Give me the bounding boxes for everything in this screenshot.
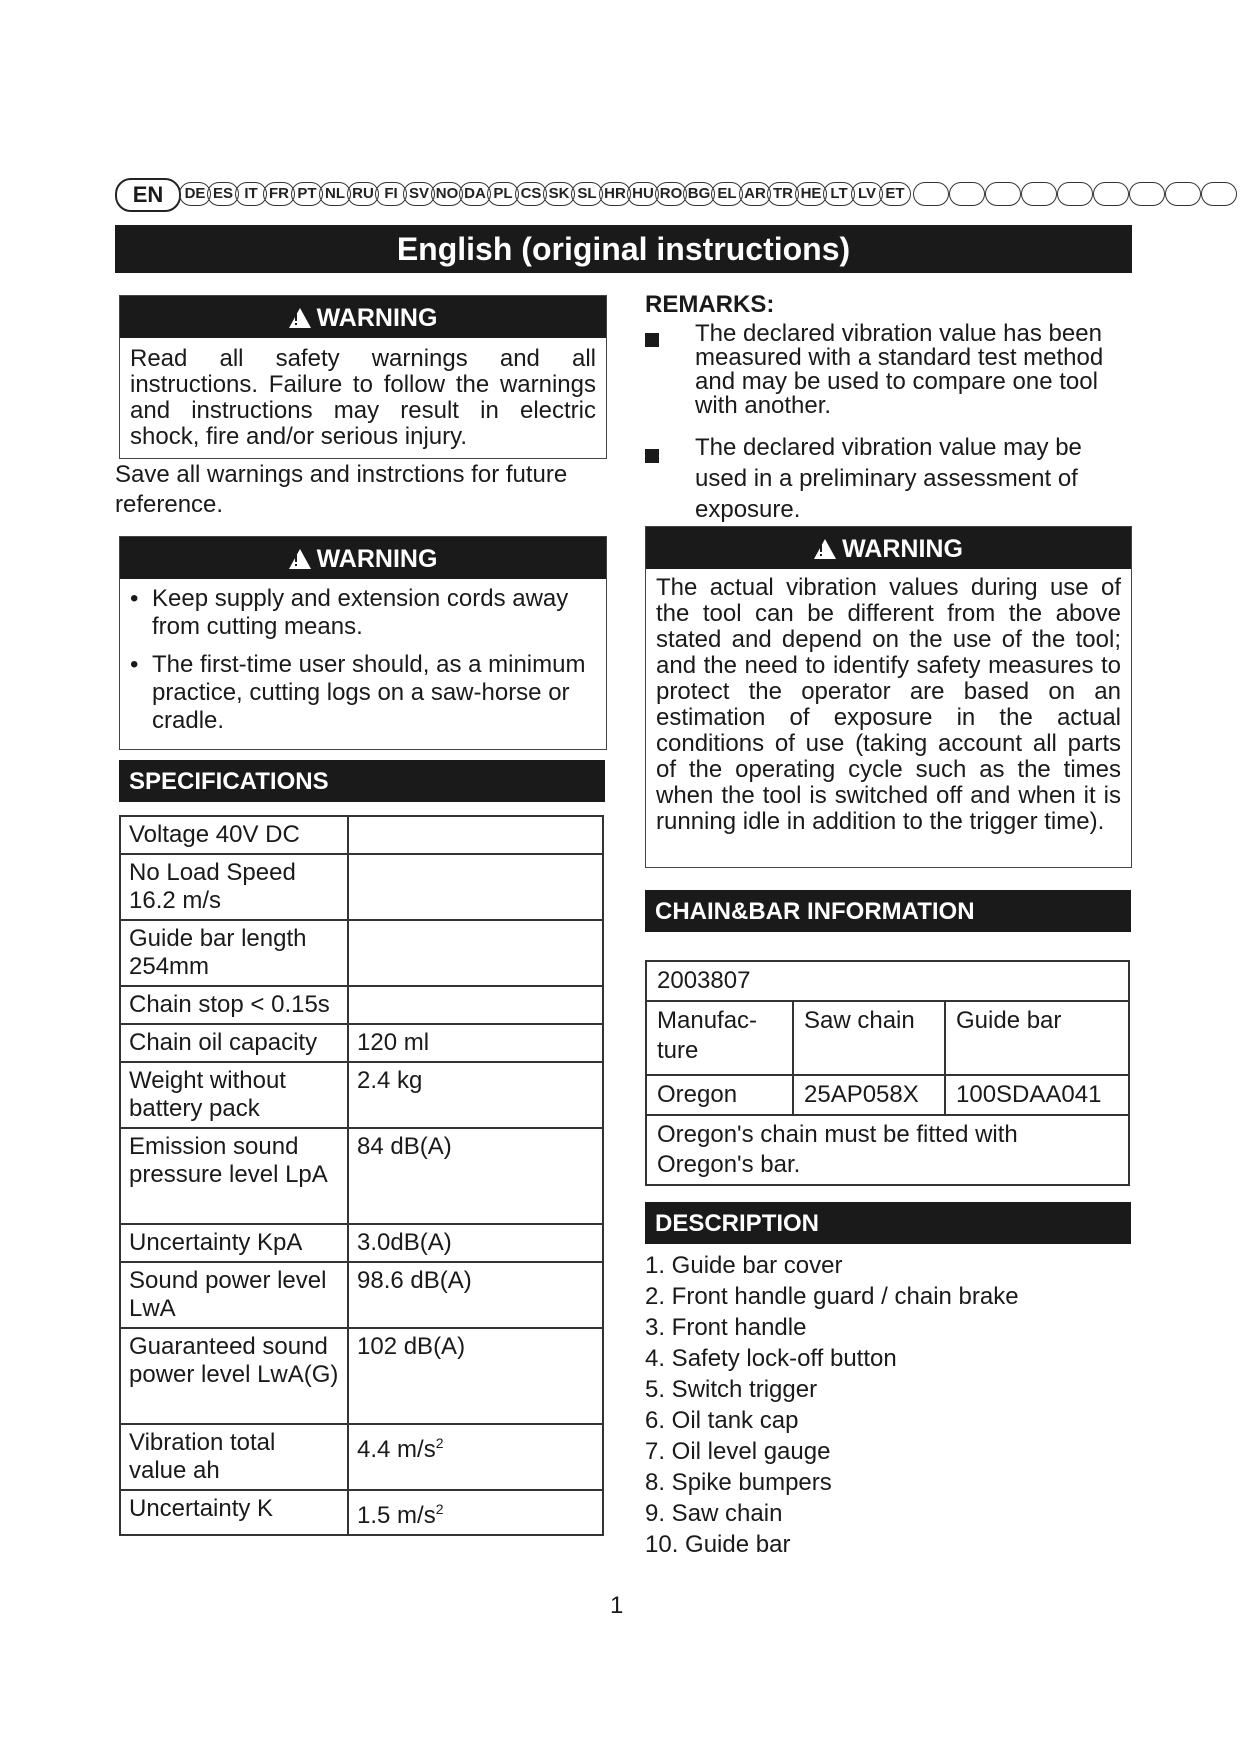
table-row bbox=[120, 920, 603, 986]
square-bullet-icon bbox=[645, 322, 695, 418]
remarks-item-text: The declared vibration value has been measured with a standard test method and may be used to compare one tool with another. bbox=[695, 320, 1104, 419]
spec-value-text: 120 ml bbox=[357, 1029, 430, 1056]
spec-label: Chain stop < 0.15s bbox=[120, 986, 348, 1024]
list-item: 1. Guide bar cover bbox=[645, 1252, 843, 1279]
spec-label: Guide bar length 254mm bbox=[120, 920, 348, 986]
spec-value bbox=[348, 986, 603, 1024]
table-row bbox=[120, 1024, 603, 1062]
spec-label: No Load Speed 16.2 m/s bbox=[120, 854, 348, 920]
spec-value-text: 2.4 kg bbox=[357, 1067, 423, 1094]
list-item: 8. Spike bumpers bbox=[645, 1469, 832, 1496]
table-row bbox=[120, 1062, 603, 1128]
remarks-item bbox=[645, 322, 1135, 418]
table-row bbox=[120, 1224, 603, 1262]
language-tabs bbox=[115, 178, 1130, 210]
spec-value bbox=[348, 1490, 603, 1535]
table-row bbox=[120, 1262, 603, 1328]
warning-list-item bbox=[130, 585, 596, 641]
lang-tab-nl[interactable]: NL bbox=[319, 182, 351, 206]
lang-tab-de[interactable]: DE bbox=[179, 182, 211, 206]
table-row bbox=[120, 1328, 603, 1424]
lang-tab-et[interactable]: ET bbox=[879, 182, 911, 206]
warning-heading: WARNING bbox=[316, 545, 438, 573]
list-item: 3. Front handle bbox=[645, 1314, 807, 1341]
table-row bbox=[120, 816, 603, 854]
lang-tab-en[interactable]: EN bbox=[115, 178, 181, 212]
bullet-icon: • bbox=[130, 651, 139, 678]
warning-box-2 bbox=[119, 536, 607, 750]
list-item: 10. Guide bar bbox=[645, 1531, 791, 1558]
description-list bbox=[645, 1250, 1019, 1560]
spec-value bbox=[348, 1062, 603, 1128]
spec-label: Voltage 40V DC bbox=[120, 816, 348, 854]
warning-heading: WARNING bbox=[842, 535, 963, 563]
lang-tab-hu[interactable]: HU bbox=[627, 182, 659, 206]
lang-tab-empty bbox=[1129, 182, 1165, 206]
warning-list-2 bbox=[120, 579, 606, 735]
lang-tab-it[interactable]: IT bbox=[235, 182, 267, 206]
lang-tab-ru[interactable]: RU bbox=[347, 182, 379, 206]
spec-label: Weight without battery pack bbox=[120, 1062, 348, 1128]
warning-triangle-icon bbox=[814, 539, 836, 559]
description-heading: DESCRIPTION bbox=[645, 1202, 1131, 1244]
header-cell: Manufac- ture bbox=[646, 1001, 793, 1075]
warning-triangle-icon bbox=[289, 308, 311, 328]
list-item: 4. Safety lock-off button bbox=[645, 1345, 897, 1372]
lang-tab-empty bbox=[1165, 182, 1201, 206]
table-row bbox=[646, 1075, 1129, 1115]
remarks-list bbox=[645, 322, 1135, 525]
lang-tab-da[interactable]: DA bbox=[459, 182, 491, 206]
warning-item-text: The first-time user should, as a minimum practice, cutting logs on a saw-horse or cradle. bbox=[152, 651, 586, 734]
warning-box-1 bbox=[119, 295, 607, 459]
lang-tab-he[interactable]: HE bbox=[795, 182, 827, 206]
table-row bbox=[120, 986, 603, 1024]
table-row bbox=[120, 1424, 603, 1490]
list-item: 7. Oil level gauge bbox=[645, 1438, 831, 1465]
spec-label: Chain oil capacity bbox=[120, 1024, 348, 1062]
lang-tab-ar[interactable]: AR bbox=[739, 182, 771, 206]
lang-tab-empty bbox=[913, 182, 949, 206]
data-cell: 25AP058X bbox=[793, 1075, 945, 1115]
lang-tab-lv[interactable]: LV bbox=[851, 182, 883, 206]
lang-tab-lt[interactable]: LT bbox=[823, 182, 855, 206]
spec-label: Uncertainty K bbox=[120, 1490, 348, 1535]
warning-item-text: Keep supply and extension cords away from cutting means. bbox=[152, 585, 569, 640]
spec-value-text: 1.5 m/s bbox=[357, 1502, 436, 1529]
spec-value bbox=[348, 1328, 603, 1424]
lang-tab-empty bbox=[949, 182, 985, 206]
lang-tab-sk[interactable]: SK bbox=[543, 182, 575, 206]
warning-body-1: Read all safety warnings and all instructions. Failure to follow the warnings and instructions may result in electric shock, fire and/or serious injury. bbox=[130, 345, 596, 450]
spec-value bbox=[348, 1128, 603, 1224]
remarks-heading: REMARKS: bbox=[645, 291, 775, 318]
remarks-item-text: The declared vibration value may be used in a preliminary assessment of exposure. bbox=[695, 434, 1082, 523]
lang-tab-pt[interactable]: PT bbox=[291, 182, 323, 206]
lang-tab-sv[interactable]: SV bbox=[403, 182, 435, 206]
warning-body-3: The actual vibration values during use of the tool can be different from the above stated and depend on the use of the tool; and the need to identify safety measures to protect the operator are based on an estimation of exposure in the actual conditions of use (taking account all parts of the operating cycle such as the times when the tool is switched off and when it is running idle in addition to the trigger time). bbox=[656, 574, 1121, 835]
spec-value bbox=[348, 1224, 603, 1262]
spec-value bbox=[348, 854, 603, 920]
lang-tab-es[interactable]: ES bbox=[207, 182, 239, 206]
spec-value bbox=[348, 816, 603, 854]
table-row bbox=[120, 854, 603, 920]
spec-value-text: 4.4 m/s bbox=[357, 1436, 436, 1463]
warning-heading: WARNING bbox=[316, 304, 438, 332]
spec-value bbox=[348, 920, 603, 986]
note-cell: Oregon's chain must be fitted with Oregon's bar. bbox=[646, 1115, 1129, 1185]
data-cell: 100SDAA041 bbox=[945, 1075, 1129, 1115]
spec-value bbox=[348, 1424, 603, 1490]
lang-tab-empty bbox=[1093, 182, 1129, 206]
list-item: 5. Switch trigger bbox=[645, 1376, 818, 1403]
lang-tab-empty bbox=[1057, 182, 1093, 206]
warning-list-item bbox=[130, 651, 596, 735]
lang-tab-cs[interactable]: CS bbox=[515, 182, 547, 206]
table-row bbox=[646, 961, 1129, 1001]
chain-bar-table bbox=[645, 960, 1130, 1186]
spec-value-text: 102 dB(A) bbox=[357, 1333, 466, 1360]
model-cell: 2003807 bbox=[646, 961, 1129, 1001]
lang-tab-pl[interactable]: PL bbox=[487, 182, 519, 206]
warning-header-1 bbox=[120, 296, 606, 338]
lang-tab-ro[interactable]: RO bbox=[655, 182, 687, 206]
header-cell: Saw chain bbox=[793, 1001, 945, 1075]
remarks-item bbox=[645, 432, 1135, 525]
lang-tab-fr[interactable]: FR bbox=[263, 182, 295, 206]
specifications-heading: SPECIFICATIONS bbox=[119, 760, 605, 802]
list-item: 2. Front handle guard / chain brake bbox=[645, 1283, 1019, 1310]
header-cell: Guide bar bbox=[945, 1001, 1129, 1075]
spec-value-superscript: 2 bbox=[435, 1501, 444, 1517]
bullet-icon: • bbox=[130, 585, 139, 612]
lang-tab-bg[interactable]: BG bbox=[683, 182, 715, 206]
spec-label: Uncertainty KpA bbox=[120, 1224, 348, 1262]
lang-tab-fi[interactable]: FI bbox=[375, 182, 407, 206]
lang-tab-tr[interactable]: TR bbox=[767, 182, 799, 206]
warning-header-3 bbox=[646, 527, 1131, 569]
spec-value bbox=[348, 1262, 603, 1328]
chain-bar-heading: CHAIN&BAR INFORMATION bbox=[645, 890, 1131, 932]
page-number: 1 bbox=[610, 1592, 624, 1619]
spec-value bbox=[348, 1024, 603, 1062]
spec-label: Sound power level LwA bbox=[120, 1262, 348, 1328]
spec-value-text: 98.6 dB(A) bbox=[357, 1267, 472, 1294]
table-row bbox=[120, 1128, 603, 1224]
warning-triangle-icon bbox=[289, 549, 311, 569]
list-item: 9. Saw chain bbox=[645, 1500, 783, 1527]
lang-tab-no[interactable]: NO bbox=[431, 182, 463, 206]
save-note: Save all warnings and instrctions for future reference. bbox=[115, 461, 568, 518]
table-row bbox=[120, 1490, 603, 1535]
spec-label: Guaranteed sound power level LwA(G) bbox=[120, 1328, 348, 1424]
lang-tab-empty bbox=[1201, 182, 1237, 206]
spec-value-superscript: 2 bbox=[435, 1435, 444, 1451]
warning-header-2 bbox=[120, 537, 606, 579]
table-row bbox=[646, 1115, 1129, 1185]
data-cell: Oregon bbox=[646, 1075, 793, 1115]
spec-value-text: 3.0dB(A) bbox=[357, 1229, 452, 1256]
page-title: English (original instructions) bbox=[115, 225, 1132, 273]
lang-tab-el[interactable]: EL bbox=[711, 182, 743, 206]
lang-tab-hr[interactable]: HR bbox=[599, 182, 631, 206]
spec-label: Emission sound pressure level LpA bbox=[120, 1128, 348, 1224]
specifications-table bbox=[119, 815, 604, 1536]
warning-box-3 bbox=[645, 526, 1132, 868]
table-row bbox=[646, 1001, 1129, 1075]
spec-value-text: 84 dB(A) bbox=[357, 1133, 452, 1160]
spec-label: Vibration total value ah bbox=[120, 1424, 348, 1490]
lang-tab-sl[interactable]: SL bbox=[571, 182, 603, 206]
square-bullet-icon bbox=[645, 432, 695, 525]
list-item: 6. Oil tank cap bbox=[645, 1407, 799, 1434]
lang-tab-empty bbox=[985, 182, 1021, 206]
lang-tab-empty bbox=[1021, 182, 1057, 206]
